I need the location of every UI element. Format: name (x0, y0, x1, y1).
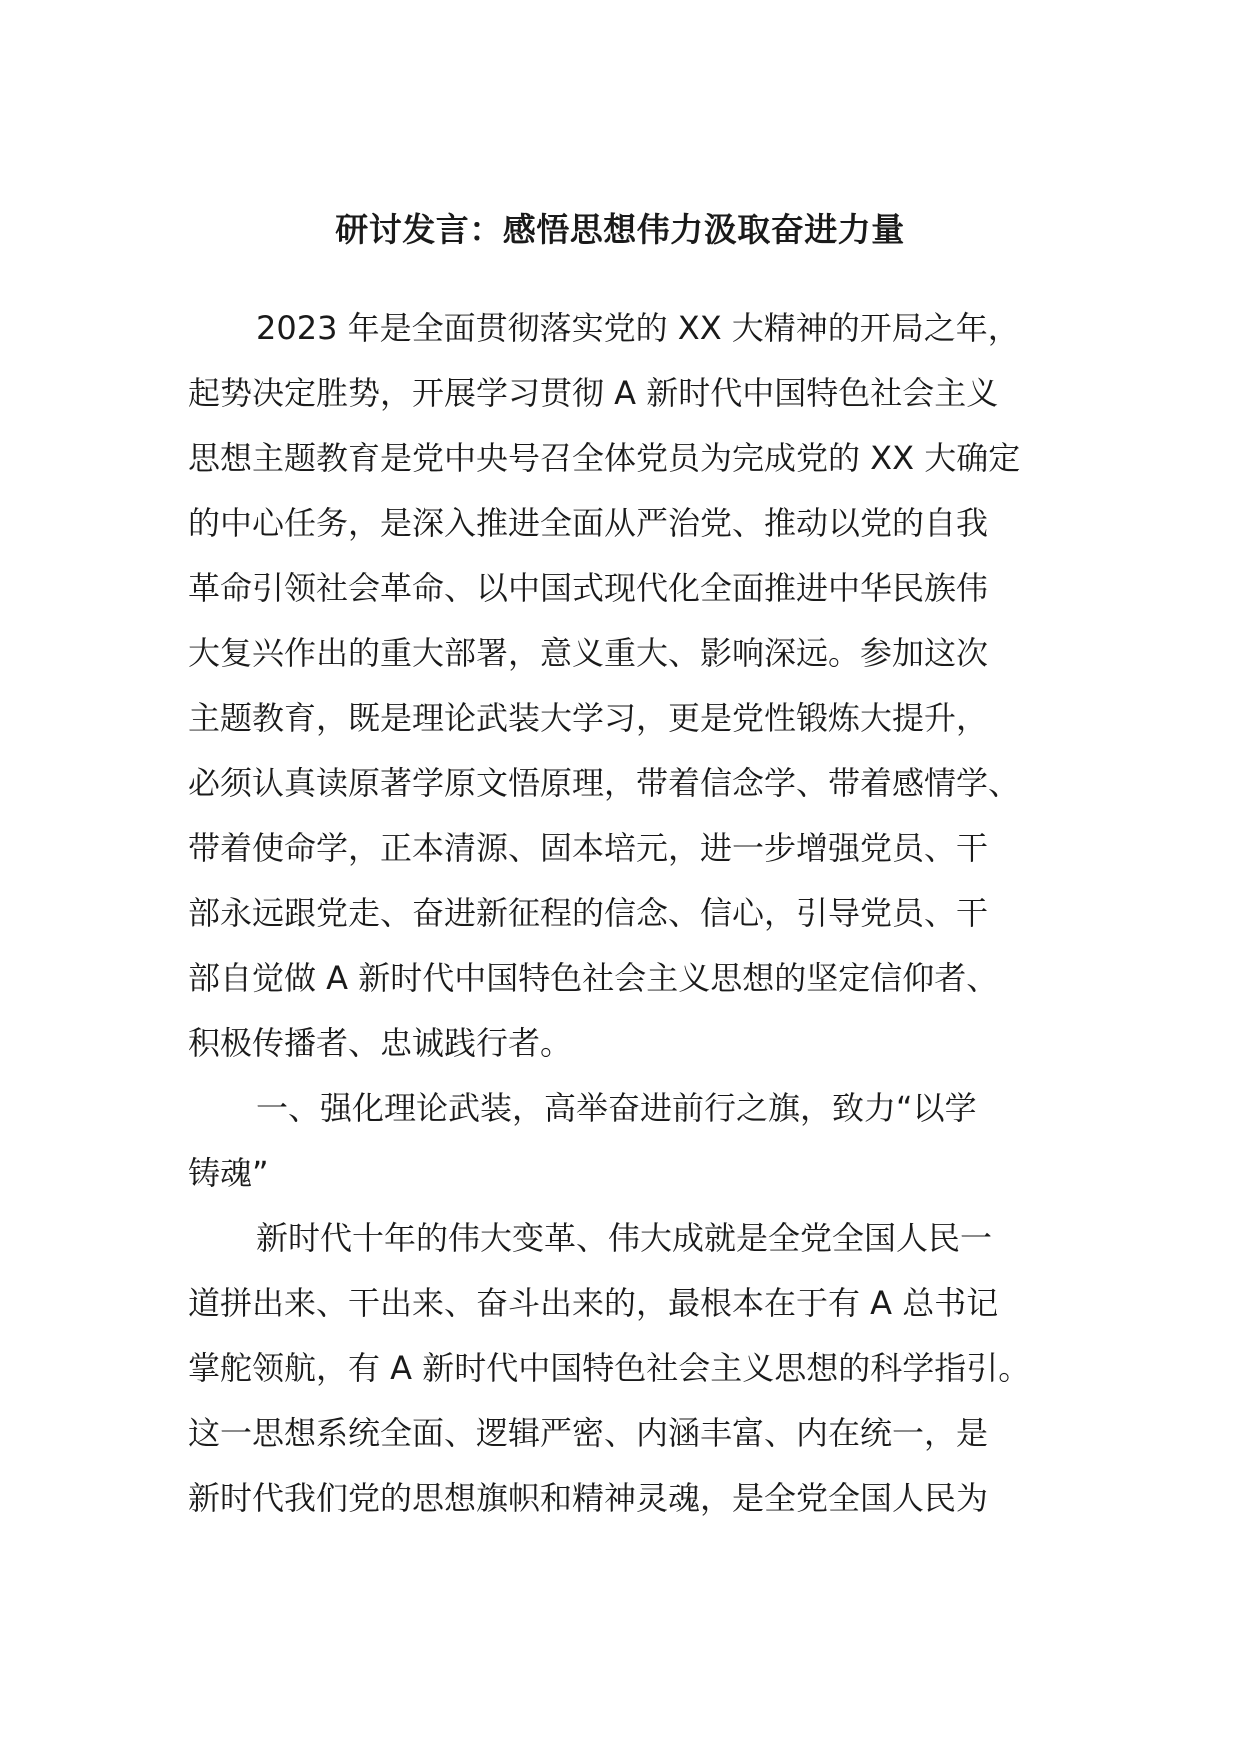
paragraph-1-line-12: 积极传播者、忠诚践行者。 (188, 1024, 573, 1062)
section-heading-line-2: 铸魂” (188, 1154, 269, 1192)
document-title: 研讨发言：感悟思想伟力汲取奋进力量 (335, 210, 905, 249)
paragraph-2-line-4: 这一思想系统全面、逻辑严密、内涵丰富、内在统一，是 (188, 1414, 989, 1452)
paragraph-1-line-10: 部永远跟党走、奋进新征程的信念、信心，引导党员、干 (188, 894, 989, 932)
paragraph-1-line-7: 主题教育，既是理论武装大学习，更是党性锻炼大提升， (188, 699, 989, 737)
document-body (188, 296, 1058, 1531)
paragraph-1-line-8: 必须认真读原著学原文悟原理，带着信念学、带着感情学、 (188, 764, 1021, 802)
paragraph-1-line-11: 部自觉做 A 新时代中国特色社会主义思想的坚定信仰者、 (188, 959, 999, 997)
paragraph-1-line-2: 起势决定胜势，开展学习贯彻 A 新时代中国特色社会主义 (188, 374, 999, 412)
paragraph-1-line-1: 2023 年是全面贯彻落实党的 XX 大精神的开局之年， (256, 309, 1020, 347)
paragraph-2-line-5: 新时代我们党的思想旗帜和精神灵魂，是全党全国人民为 (188, 1479, 989, 1517)
paragraph-2-line-1: 新时代十年的伟大变革、伟大成就是全党全国人民一 (256, 1219, 993, 1257)
paragraph-2-line-2: 道拼出来、干出来、奋斗出来的，最根本在于有 A 总书记 (188, 1284, 999, 1322)
paragraph-1-line-3: 思想主题教育是党中央号召全体党员为完成党的 XX 大确定 (188, 439, 1021, 477)
paragraph-1-line-9: 带着使命学，正本清源、固本培元，进一步增强党员、干 (188, 829, 989, 867)
paragraph-1-line-6: 大复兴作出的重大部署，意义重大、影响深远。参加这次 (188, 634, 989, 672)
paragraph-1-line-5: 革命引领社会革命、以中国式现代化全面推进中华民族伟 (188, 569, 989, 607)
paragraph-1-line-4: 的中心任务，是深入推进全面从严治党、推动以党的自我 (188, 504, 989, 542)
section-heading-line-1: 一、强化理论武装，高举奋进前行之旗，致力“以学 (256, 1089, 977, 1127)
paragraph-2-line-3: 掌舵领航，有 A 新时代中国特色社会主义思想的科学指引。 (188, 1349, 1031, 1387)
